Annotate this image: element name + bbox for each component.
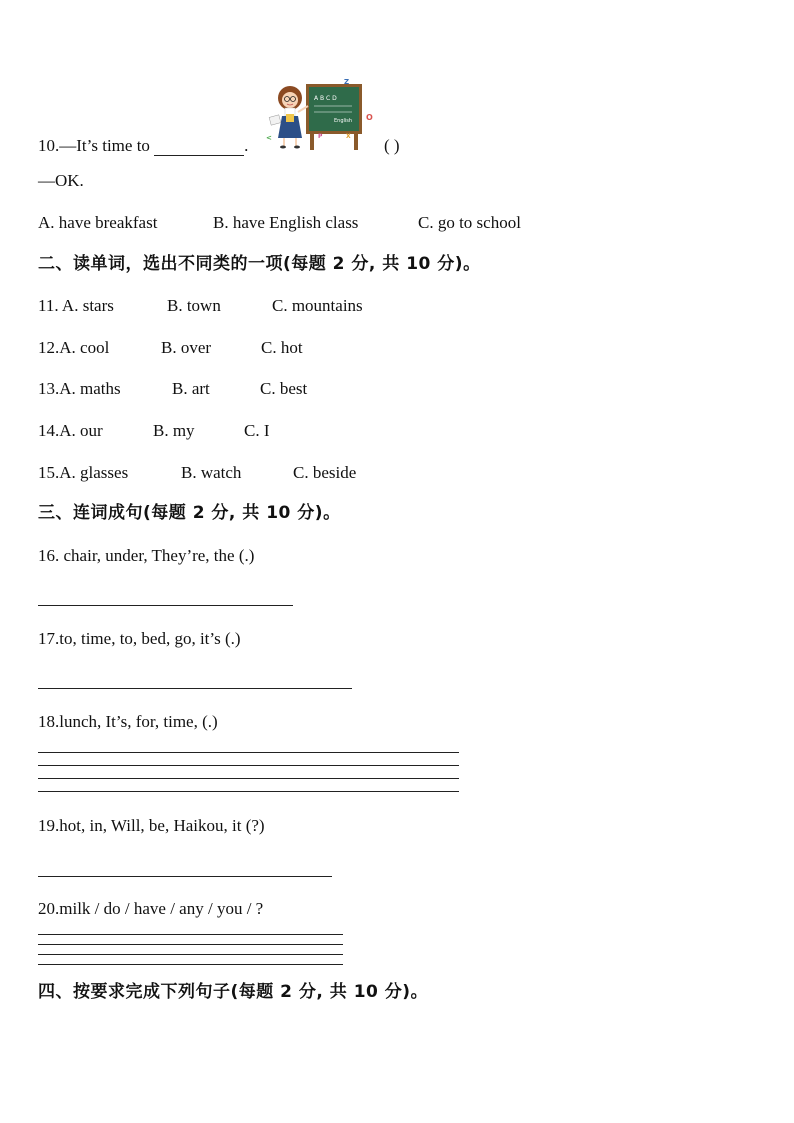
q20-answer-line-1[interactable] [38, 934, 343, 935]
q18-prompt: 18.lunch, It’s, for, time, (.) [38, 712, 218, 731]
q18-answer-line-4[interactable] [38, 791, 459, 792]
q19-answer-line[interactable] [38, 876, 332, 877]
q20-answer-line-3[interactable] [38, 954, 343, 955]
q18-answer-line-3[interactable] [38, 778, 459, 779]
letter-z: Z [344, 78, 350, 86]
q20-answer-line-2[interactable] [38, 944, 343, 945]
q14-option-a[interactable]: 14.A. our [38, 421, 103, 440]
q20-answer-line-4[interactable] [38, 964, 343, 965]
letter-lt: < [266, 134, 272, 142]
q19-prompt: 19.hot, in, Will, be, Haikou, it (?) [38, 816, 265, 835]
q10-option-a[interactable]: A. have breakfast [38, 213, 158, 232]
letter-x: X [346, 133, 351, 140]
q11-option-b[interactable]: B. town [167, 296, 221, 315]
q12-option-a[interactable]: 12.A. cool [38, 338, 110, 357]
q17-answer-line[interactable] [38, 688, 352, 689]
teacher-chalkboard-illustration [262, 76, 378, 152]
q14-option-c[interactable]: C. I [244, 421, 270, 440]
q10-stem [38, 136, 248, 156]
board-word: English [334, 118, 353, 124]
q20-prompt: 20.milk / do / have / any / you / ? [38, 899, 264, 918]
section3-heading: 三、连词成句(每题 2 分, 共 10 分)。 [38, 503, 341, 523]
q17-prompt: 17.to, time, to, bed, go, it’s (.) [38, 629, 241, 648]
letter-o: O [366, 113, 373, 122]
q13-option-b[interactable]: B. art [172, 379, 210, 398]
q12-option-b[interactable]: B. over [161, 338, 212, 357]
section4-heading: 四、按要求完成下列句子(每题 2 分, 共 10 分)。 [38, 982, 429, 1002]
q16-prompt: 16. chair, under, They’re, the (.) [38, 546, 255, 565]
q10-prefix: 10.—It’s time to [38, 136, 150, 155]
q10-answer-bracket[interactable]: ( ) [384, 136, 400, 155]
q12-option-c[interactable]: C. hot [261, 338, 303, 357]
q18-answer-line-2[interactable] [38, 765, 459, 766]
q14-option-b[interactable]: B. my [153, 421, 195, 440]
q10-answer-blank[interactable] [154, 139, 244, 156]
q15-option-b[interactable]: B. watch [181, 463, 242, 482]
q10-reply: —OK. [38, 171, 84, 190]
q13-option-c[interactable]: C. best [260, 379, 308, 398]
section2-heading: 二、读单词，选出不同类的一项(每题 2 分, 共 10 分)。 [38, 254, 481, 274]
q11-option-c[interactable]: C. mountains [272, 296, 363, 315]
q10-option-c[interactable]: C. go to school [418, 213, 521, 232]
q10-suffix: . [244, 136, 249, 155]
q10-option-b[interactable]: B. have English class [213, 213, 359, 232]
board-letters: A B C D [314, 95, 337, 102]
q15-option-a[interactable]: 15.A. glasses [38, 463, 129, 482]
q16-answer-line[interactable] [38, 605, 293, 606]
q18-answer-line-1[interactable] [38, 752, 459, 753]
q13-option-a[interactable]: 13.A. maths [38, 379, 121, 398]
q15-option-c[interactable]: C. beside [293, 463, 357, 482]
letter-p: P [318, 133, 323, 140]
q11-option-a[interactable]: 11. A. stars [38, 296, 114, 315]
